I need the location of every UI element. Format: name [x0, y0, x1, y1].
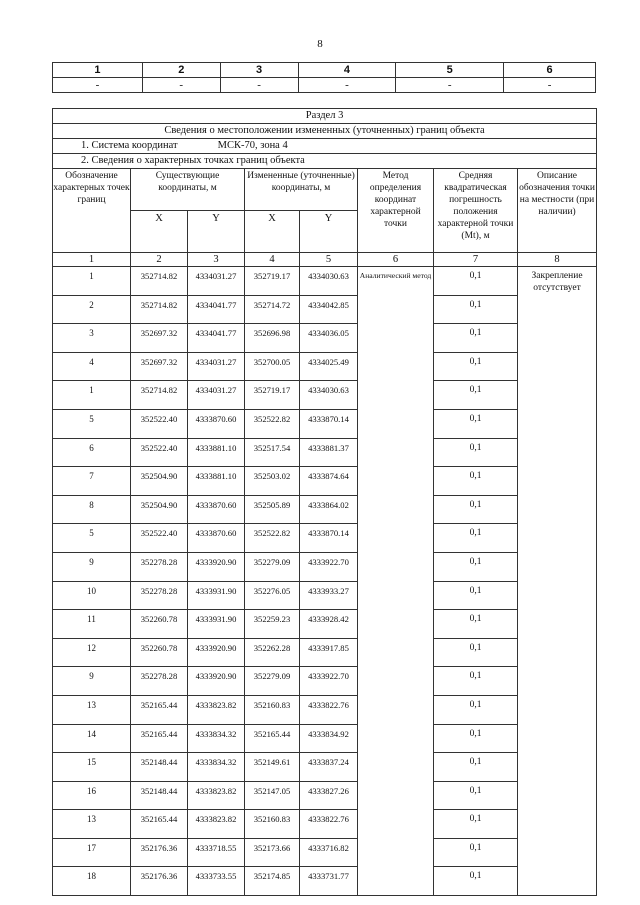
- method-header: Метод определения координат характерной точки: [358, 169, 434, 253]
- accuracy-cell: 0,1: [434, 524, 518, 553]
- existing-x: 352714.82: [131, 267, 188, 296]
- changed-y: 4333822.76: [300, 810, 358, 839]
- coord-system-row: [53, 139, 597, 154]
- description-cell: [518, 695, 597, 724]
- accuracy-cell: 0,1: [434, 352, 518, 381]
- existing-x: 352260.78: [131, 638, 188, 667]
- section-subtitle-row: [53, 124, 597, 139]
- changed-x: 352696.98: [245, 324, 300, 353]
- method-cell: [358, 753, 434, 782]
- changed-x: 352719.17: [245, 381, 300, 410]
- method-cell: [358, 438, 434, 467]
- table-row: [53, 867, 597, 896]
- description-cell: [518, 581, 597, 610]
- existing-x: 352176.36: [131, 867, 188, 896]
- description-cell: [518, 324, 597, 353]
- method-cell: [358, 667, 434, 696]
- point-id: 18: [53, 867, 131, 896]
- changed-y: 4334030.63: [300, 267, 358, 296]
- existing-x: 352278.28: [131, 581, 188, 610]
- value-cell: -: [396, 78, 504, 93]
- existing-y: 4333718.55: [188, 838, 245, 867]
- coord-system-value: МСК-70, зона 4: [217, 140, 288, 151]
- description-cell: [518, 552, 597, 581]
- method-cell: [358, 381, 434, 410]
- existing-y: 4333834.32: [188, 724, 245, 753]
- existing-y: 4334041.77: [188, 295, 245, 324]
- changed-x: 352160.83: [245, 695, 300, 724]
- changed-y: 4333716.82: [300, 838, 358, 867]
- table-row: [53, 610, 597, 639]
- table-row: [53, 381, 597, 410]
- existing-x-header: X: [131, 211, 188, 253]
- column-number: 5: [300, 253, 358, 267]
- coord-system: [53, 139, 597, 154]
- column-number: 2: [131, 253, 188, 267]
- accuracy-cell: 0,1: [434, 495, 518, 524]
- existing-y: 4333823.82: [188, 781, 245, 810]
- existing-y: 4333823.82: [188, 695, 245, 724]
- existing-y: 4333870.60: [188, 495, 245, 524]
- table-row: [53, 295, 597, 324]
- changed-y: 4333933.27: [300, 581, 358, 610]
- existing-y: 4333881.10: [188, 467, 245, 496]
- point-id: 3: [53, 324, 131, 353]
- table-row: [53, 352, 597, 381]
- changed-x: 352259.23: [245, 610, 300, 639]
- column-header-row: [53, 169, 597, 211]
- section-title: Раздел 3: [53, 109, 597, 124]
- accuracy-cell: 0,1: [434, 324, 518, 353]
- existing-y: 4333881.10: [188, 438, 245, 467]
- table-row: [53, 695, 597, 724]
- changed-y: 4334030.63: [300, 381, 358, 410]
- point-id: 13: [53, 810, 131, 839]
- existing-x: 352697.32: [131, 352, 188, 381]
- changed-x: 352517.54: [245, 438, 300, 467]
- changed-x: 352522.82: [245, 409, 300, 438]
- accuracy-cell: 0,1: [434, 695, 518, 724]
- point-id: 16: [53, 781, 131, 810]
- existing-y: 4333920.90: [188, 638, 245, 667]
- point-id: 14: [53, 724, 131, 753]
- method-cell: [358, 524, 434, 553]
- method-cell: [358, 352, 434, 381]
- point-id: 4: [53, 352, 131, 381]
- designation-header: Обозначение характерных точек границ: [53, 169, 131, 253]
- accuracy-cell: 0,1: [434, 295, 518, 324]
- changed-x: 352503.02: [245, 467, 300, 496]
- changed-x: 352147.05: [245, 781, 300, 810]
- method-cell: [358, 581, 434, 610]
- existing-x: 352148.44: [131, 781, 188, 810]
- existing-y: 4333870.60: [188, 409, 245, 438]
- accuracy-cell: 0,1: [434, 667, 518, 696]
- accuracy-cell: 0,1: [434, 438, 518, 467]
- accuracy-cell: 0,1: [434, 753, 518, 782]
- point-id: 5: [53, 524, 131, 553]
- existing-x: 352176.36: [131, 838, 188, 867]
- table-row: [53, 838, 597, 867]
- existing-x: 352148.44: [131, 753, 188, 782]
- coord-system-label: 1. Система координат: [81, 140, 178, 151]
- header-cell: 6: [504, 63, 596, 78]
- page-number: 8: [317, 38, 323, 50]
- method-cell: [358, 867, 434, 896]
- changed-x: 352173.66: [245, 838, 300, 867]
- method-cell: [358, 781, 434, 810]
- changed-y: 4333731.77: [300, 867, 358, 896]
- header-cell: 1: [53, 63, 143, 78]
- accuracy-cell: 0,1: [434, 409, 518, 438]
- value-cell: -: [220, 78, 298, 93]
- description-cell: [518, 467, 597, 496]
- description-cell: [518, 438, 597, 467]
- description-cell: [518, 781, 597, 810]
- section-title-row: [53, 109, 597, 124]
- description-cell: [518, 867, 597, 896]
- existing-y: 4333834.32: [188, 753, 245, 782]
- changed-y: 4333837.24: [300, 753, 358, 782]
- column-number: 8: [518, 253, 597, 267]
- value-cell: -: [142, 78, 220, 93]
- description-header: Описание обозначения точки на местности (при наличии): [518, 169, 597, 253]
- table-row: [53, 667, 597, 696]
- changed-y: 4333834.92: [300, 724, 358, 753]
- accuracy-cell: 0,1: [434, 552, 518, 581]
- table-row: [53, 524, 597, 553]
- point-id: 1: [53, 267, 131, 296]
- existing-x: 352165.44: [131, 724, 188, 753]
- method-cell: [358, 495, 434, 524]
- existing-y: 4334031.27: [188, 267, 245, 296]
- point-id: 13: [53, 695, 131, 724]
- changed-y: 4333928.42: [300, 610, 358, 639]
- existing-x: 352522.40: [131, 524, 188, 553]
- changed-y: 4334036.05: [300, 324, 358, 353]
- table-row: [53, 467, 597, 496]
- table-row: [53, 638, 597, 667]
- description-cell: [518, 524, 597, 553]
- changed-y: 4333827.26: [300, 781, 358, 810]
- accuracy-cell: 0,1: [434, 867, 518, 896]
- changed-x-header: X: [245, 211, 300, 253]
- point-id: 2: [53, 295, 131, 324]
- section-subtitle: Сведения о местоположении измененных (уточненных) границ объекта: [53, 124, 597, 139]
- method-cell: [358, 324, 434, 353]
- header-cell: 2: [142, 63, 220, 78]
- description-cell: [518, 295, 597, 324]
- description-cell: [518, 638, 597, 667]
- continuation-header-row: [53, 63, 596, 78]
- method-cell: [358, 695, 434, 724]
- changed-coords-header: Измененные (уточненные) координаты, м: [245, 169, 358, 211]
- existing-x: 352714.82: [131, 295, 188, 324]
- changed-y: 4333917.85: [300, 638, 358, 667]
- accuracy-cell: 0,1: [434, 810, 518, 839]
- table-row: [53, 267, 597, 296]
- accuracy-cell: 0,1: [434, 381, 518, 410]
- description-cell: [518, 495, 597, 524]
- existing-x: 352278.28: [131, 667, 188, 696]
- method-cell: [358, 467, 434, 496]
- method-cell: [358, 295, 434, 324]
- accuracy-cell: 0,1: [434, 267, 518, 296]
- existing-y-header: Y: [188, 211, 245, 253]
- description-cell: Закрепление отсутствует: [518, 267, 597, 296]
- continuation-table: [52, 62, 596, 93]
- table-row: [53, 438, 597, 467]
- continuation-value-row: [53, 78, 596, 93]
- header-cell: 4: [298, 63, 396, 78]
- accuracy-cell: 0,1: [434, 638, 518, 667]
- points-label: 2. Сведения о характерных точках границ объекта: [53, 154, 597, 169]
- header-cell: 5: [396, 63, 504, 78]
- existing-x: 352522.40: [131, 409, 188, 438]
- table-row: [53, 581, 597, 610]
- column-number: 1: [53, 253, 131, 267]
- changed-x: 352279.09: [245, 667, 300, 696]
- existing-x: 352697.32: [131, 324, 188, 353]
- changed-y: 4333822.76: [300, 695, 358, 724]
- table-row: [53, 810, 597, 839]
- existing-y: 4334031.27: [188, 352, 245, 381]
- accuracy-cell: 0,1: [434, 610, 518, 639]
- existing-x: 352260.78: [131, 610, 188, 639]
- column-number: 4: [245, 253, 300, 267]
- point-id: 6: [53, 438, 131, 467]
- boundary-points-table: [52, 108, 597, 896]
- existing-y: 4333823.82: [188, 810, 245, 839]
- existing-x: 352504.90: [131, 495, 188, 524]
- description-cell: [518, 753, 597, 782]
- existing-y: 4333733.55: [188, 867, 245, 896]
- accuracy-cell: 0,1: [434, 781, 518, 810]
- changed-x: 352700.05: [245, 352, 300, 381]
- value-cell: -: [298, 78, 396, 93]
- method-cell: [358, 638, 434, 667]
- description-cell: [518, 724, 597, 753]
- description-cell: [518, 667, 597, 696]
- table-row: [53, 753, 597, 782]
- accuracy-cell: 0,1: [434, 467, 518, 496]
- table-row: [53, 724, 597, 753]
- existing-y: 4333920.90: [188, 552, 245, 581]
- accuracy-cell: 0,1: [434, 838, 518, 867]
- method-cell: [358, 610, 434, 639]
- column-number-row: [53, 253, 597, 267]
- changed-x: 352174.85: [245, 867, 300, 896]
- accuracy-cell: 0,1: [434, 581, 518, 610]
- table-row: [53, 495, 597, 524]
- point-id: 10: [53, 581, 131, 610]
- table-row: [53, 409, 597, 438]
- existing-y: 4333931.90: [188, 610, 245, 639]
- existing-coords-header: Существующие координаты, м: [131, 169, 245, 211]
- value-cell: -: [53, 78, 143, 93]
- method-cell: [358, 724, 434, 753]
- column-number: 3: [188, 253, 245, 267]
- description-cell: [518, 810, 597, 839]
- changed-x: 352719.17: [245, 267, 300, 296]
- changed-x: 352165.44: [245, 724, 300, 753]
- points-body: [53, 267, 597, 896]
- changed-x: 352262.28: [245, 638, 300, 667]
- value-cell: -: [504, 78, 596, 93]
- method-cell: Аналитический метод: [358, 267, 434, 296]
- points-label-row: [53, 154, 597, 169]
- changed-y: 4333870.14: [300, 409, 358, 438]
- point-id: 15: [53, 753, 131, 782]
- point-id: 12: [53, 638, 131, 667]
- point-id: 8: [53, 495, 131, 524]
- method-cell: [358, 810, 434, 839]
- point-id: 7: [53, 467, 131, 496]
- table-row: [53, 552, 597, 581]
- changed-y: 4333922.70: [300, 552, 358, 581]
- changed-y-header: Y: [300, 211, 358, 253]
- changed-x: 352522.82: [245, 524, 300, 553]
- point-id: 5: [53, 409, 131, 438]
- changed-x: 352160.83: [245, 810, 300, 839]
- description-cell: [518, 352, 597, 381]
- changed-x: 352714.72: [245, 295, 300, 324]
- existing-x: 352165.44: [131, 810, 188, 839]
- existing-y: 4333931.90: [188, 581, 245, 610]
- existing-x: 352278.28: [131, 552, 188, 581]
- changed-x: 352276.05: [245, 581, 300, 610]
- existing-x: 352522.40: [131, 438, 188, 467]
- changed-y: 4333870.14: [300, 524, 358, 553]
- description-cell: [518, 610, 597, 639]
- point-id: 11: [53, 610, 131, 639]
- changed-y: 4333881.37: [300, 438, 358, 467]
- header-cell: 3: [220, 63, 298, 78]
- description-cell: [518, 838, 597, 867]
- existing-x: 352504.90: [131, 467, 188, 496]
- existing-x: 352714.82: [131, 381, 188, 410]
- column-number: 6: [358, 253, 434, 267]
- method-cell: [358, 838, 434, 867]
- changed-y: 4334025.49: [300, 352, 358, 381]
- description-cell: [518, 381, 597, 410]
- existing-y: 4333870.60: [188, 524, 245, 553]
- existing-y: 4333920.90: [188, 667, 245, 696]
- point-id: 17: [53, 838, 131, 867]
- point-id: 9: [53, 552, 131, 581]
- changed-x: 352505.89: [245, 495, 300, 524]
- point-id: 9: [53, 667, 131, 696]
- table-row: [53, 781, 597, 810]
- changed-y: 4333874.64: [300, 467, 358, 496]
- description-cell: [518, 409, 597, 438]
- changed-x: 352149.61: [245, 753, 300, 782]
- method-cell: [358, 409, 434, 438]
- existing-y: 4334041.77: [188, 324, 245, 353]
- accuracy-header: Средняя квадратическая погрешность положения характерной точки (Mt), м: [434, 169, 518, 253]
- changed-y: 4334042.85: [300, 295, 358, 324]
- table-row: [53, 324, 597, 353]
- changed-x: 352279.09: [245, 552, 300, 581]
- changed-y: 4333864.02: [300, 495, 358, 524]
- method-cell: [358, 552, 434, 581]
- existing-x: 352165.44: [131, 695, 188, 724]
- accuracy-cell: 0,1: [434, 724, 518, 753]
- existing-y: 4334031.27: [188, 381, 245, 410]
- changed-y: 4333922.70: [300, 667, 358, 696]
- column-number: 7: [434, 253, 518, 267]
- point-id: 1: [53, 381, 131, 410]
